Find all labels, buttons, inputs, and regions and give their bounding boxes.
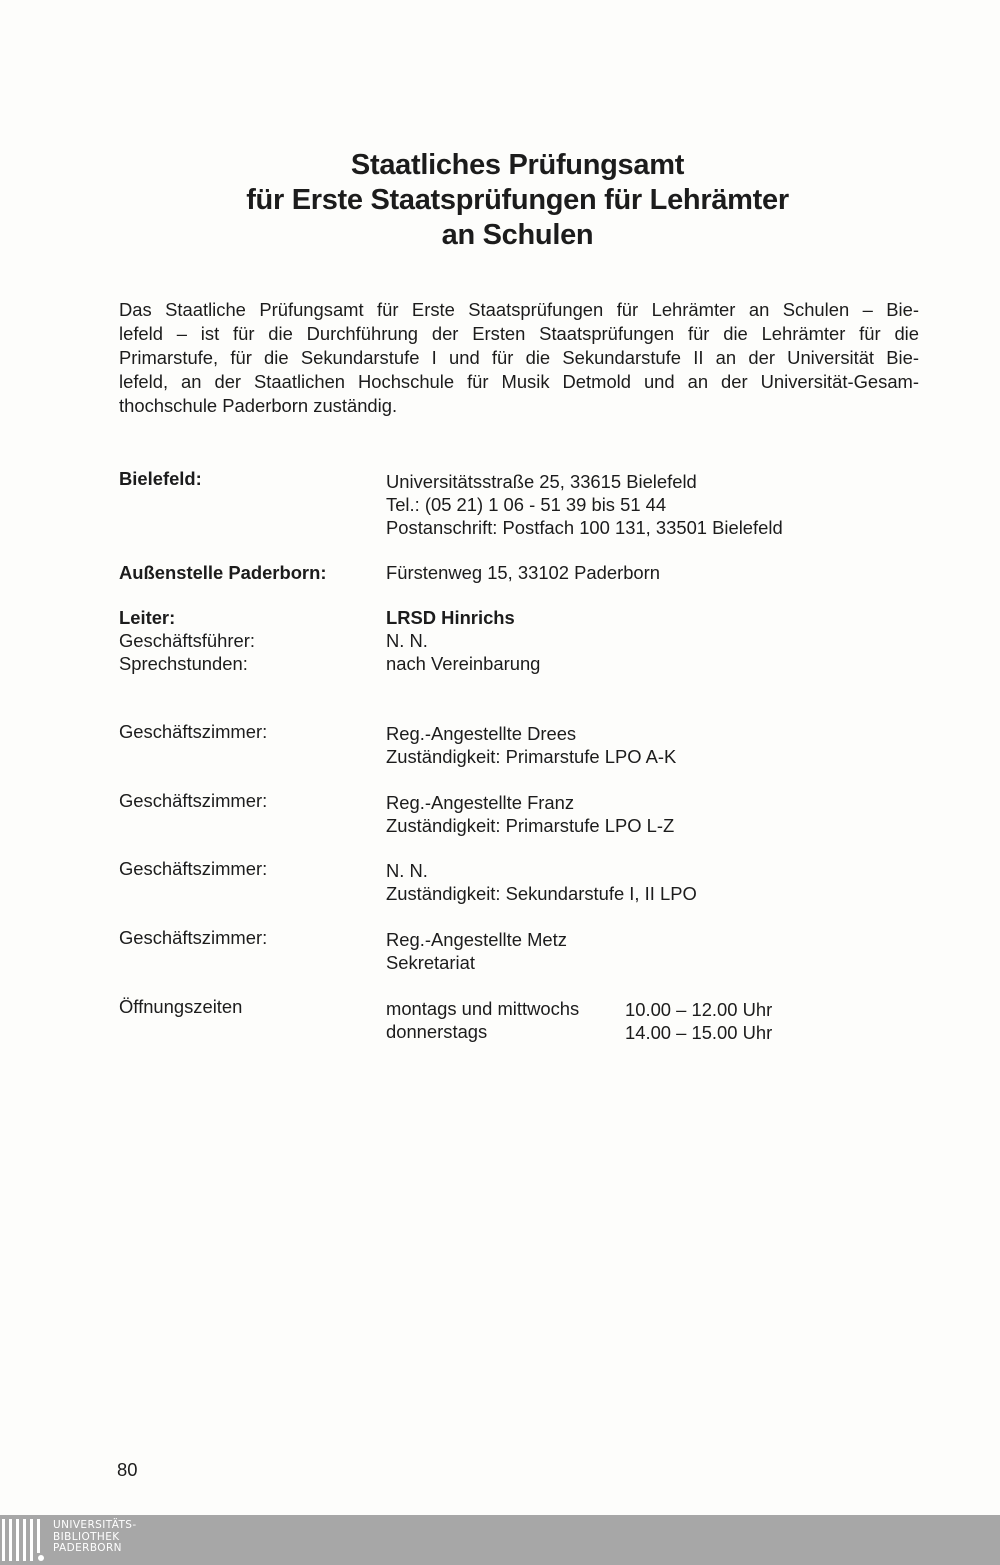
hours-day-1: montags und mittwochs bbox=[386, 998, 580, 1019]
bielefeld-postal: Postanschrift: Postfach 100 131, 33501 Bielefeld bbox=[386, 517, 783, 538]
bielefeld-label: Bielefeld: bbox=[119, 468, 202, 489]
logo-line-2: BIBLIOTHEK bbox=[53, 1530, 120, 1543]
hours-day-2: donnerstags bbox=[386, 1021, 488, 1042]
hours-times bbox=[625, 998, 772, 1044]
sprechstunden-value: nach Vereinbarung bbox=[386, 653, 541, 674]
intro-line: Primarstufe, für die Sekundarstufe I und für die Sekundarstufe II an der Universität Bie- bbox=[119, 347, 919, 368]
hours-label: Öffnungszeiten bbox=[119, 996, 243, 1017]
library-logo-text bbox=[53, 1520, 137, 1555]
title-line-1: Staatliches Prüfungsamt bbox=[350, 149, 685, 181]
title-line-3: an Schulen bbox=[441, 219, 594, 251]
room-label: Geschäftszimmer: bbox=[119, 858, 268, 879]
room-person: N. N. bbox=[386, 860, 428, 881]
staff-labels bbox=[119, 606, 255, 675]
room-person: Reg.-Angestellte Metz bbox=[386, 929, 567, 950]
room-person: Reg.-Angestellte Drees bbox=[386, 723, 577, 744]
library-footer-bar bbox=[0, 1515, 1000, 1565]
logo-line-1: UNIVERSITÄTS- bbox=[53, 1519, 137, 1531]
bielefeld-phone: Tel.: (05 21) 1 06 - 51 39 bis 51 44 bbox=[386, 494, 667, 515]
leiter-label: Leiter: bbox=[119, 607, 176, 628]
hours-days bbox=[386, 997, 579, 1043]
room-entry bbox=[386, 928, 567, 974]
intro-line: thochschule Paderborn zuständig. bbox=[119, 395, 398, 416]
library-logo-icon bbox=[0, 1519, 46, 1561]
leiter-value: LRSD Hinrichs bbox=[386, 607, 515, 628]
page-title bbox=[120, 148, 915, 253]
room-person: Reg.-Angestellte Franz bbox=[386, 792, 575, 813]
room-responsibility: Sekretariat bbox=[386, 952, 475, 973]
bielefeld-address bbox=[386, 470, 783, 539]
room-responsibility: Zuständigkeit: Primarstufe LPO L-Z bbox=[386, 815, 675, 836]
staff-values bbox=[386, 606, 540, 675]
room-entry bbox=[386, 722, 676, 768]
geschaeftsfuehrer-label: Geschäftsführer: bbox=[119, 630, 255, 651]
intro-line: Das Staatliche Prüfungsamt für Erste Staatsprüfungen für Lehrämter an Schulen – Bie- bbox=[119, 299, 919, 320]
room-responsibility: Zuständigkeit: Primarstufe LPO A-K bbox=[386, 746, 677, 767]
paderborn-label: Außenstelle Paderborn: bbox=[119, 562, 327, 583]
paderborn-address: Fürstenweg 15, 33102 Paderborn bbox=[386, 562, 661, 583]
hours-time-1: 10.00 – 12.00 Uhr bbox=[625, 999, 773, 1020]
page-number: 80 bbox=[117, 1459, 138, 1480]
title-line-2: für Erste Staatsprüfungen für Lehrämter bbox=[246, 184, 789, 216]
room-responsibility: Zuständigkeit: Sekundarstufe I, II LPO bbox=[386, 883, 697, 904]
room-entry bbox=[386, 859, 697, 905]
room-label: Geschäftszimmer: bbox=[119, 790, 268, 811]
intro-line: lefeld – ist für die Durchführung der Ersten Staatsprüfungen für die Lehrämter für die bbox=[119, 323, 919, 344]
room-entry bbox=[386, 791, 674, 837]
room-label: Geschäftszimmer: bbox=[119, 721, 268, 742]
geschaeftsfuehrer-value: N. N. bbox=[386, 630, 428, 651]
bielefeld-street: Universitätsstraße 25, 33615 Bielefeld bbox=[386, 471, 697, 492]
sprechstunden-label: Sprechstunden: bbox=[119, 653, 248, 674]
logo-line-3: PADERBORN bbox=[53, 1542, 122, 1554]
intro-line: lefeld, an der Staatlichen Hochschule für Musik Detmold und an der Universität-Gesam- bbox=[119, 371, 919, 392]
room-label: Geschäftszimmer: bbox=[119, 927, 268, 948]
hours-time-2: 14.00 – 15.00 Uhr bbox=[625, 1022, 773, 1043]
intro-paragraph bbox=[119, 298, 919, 418]
